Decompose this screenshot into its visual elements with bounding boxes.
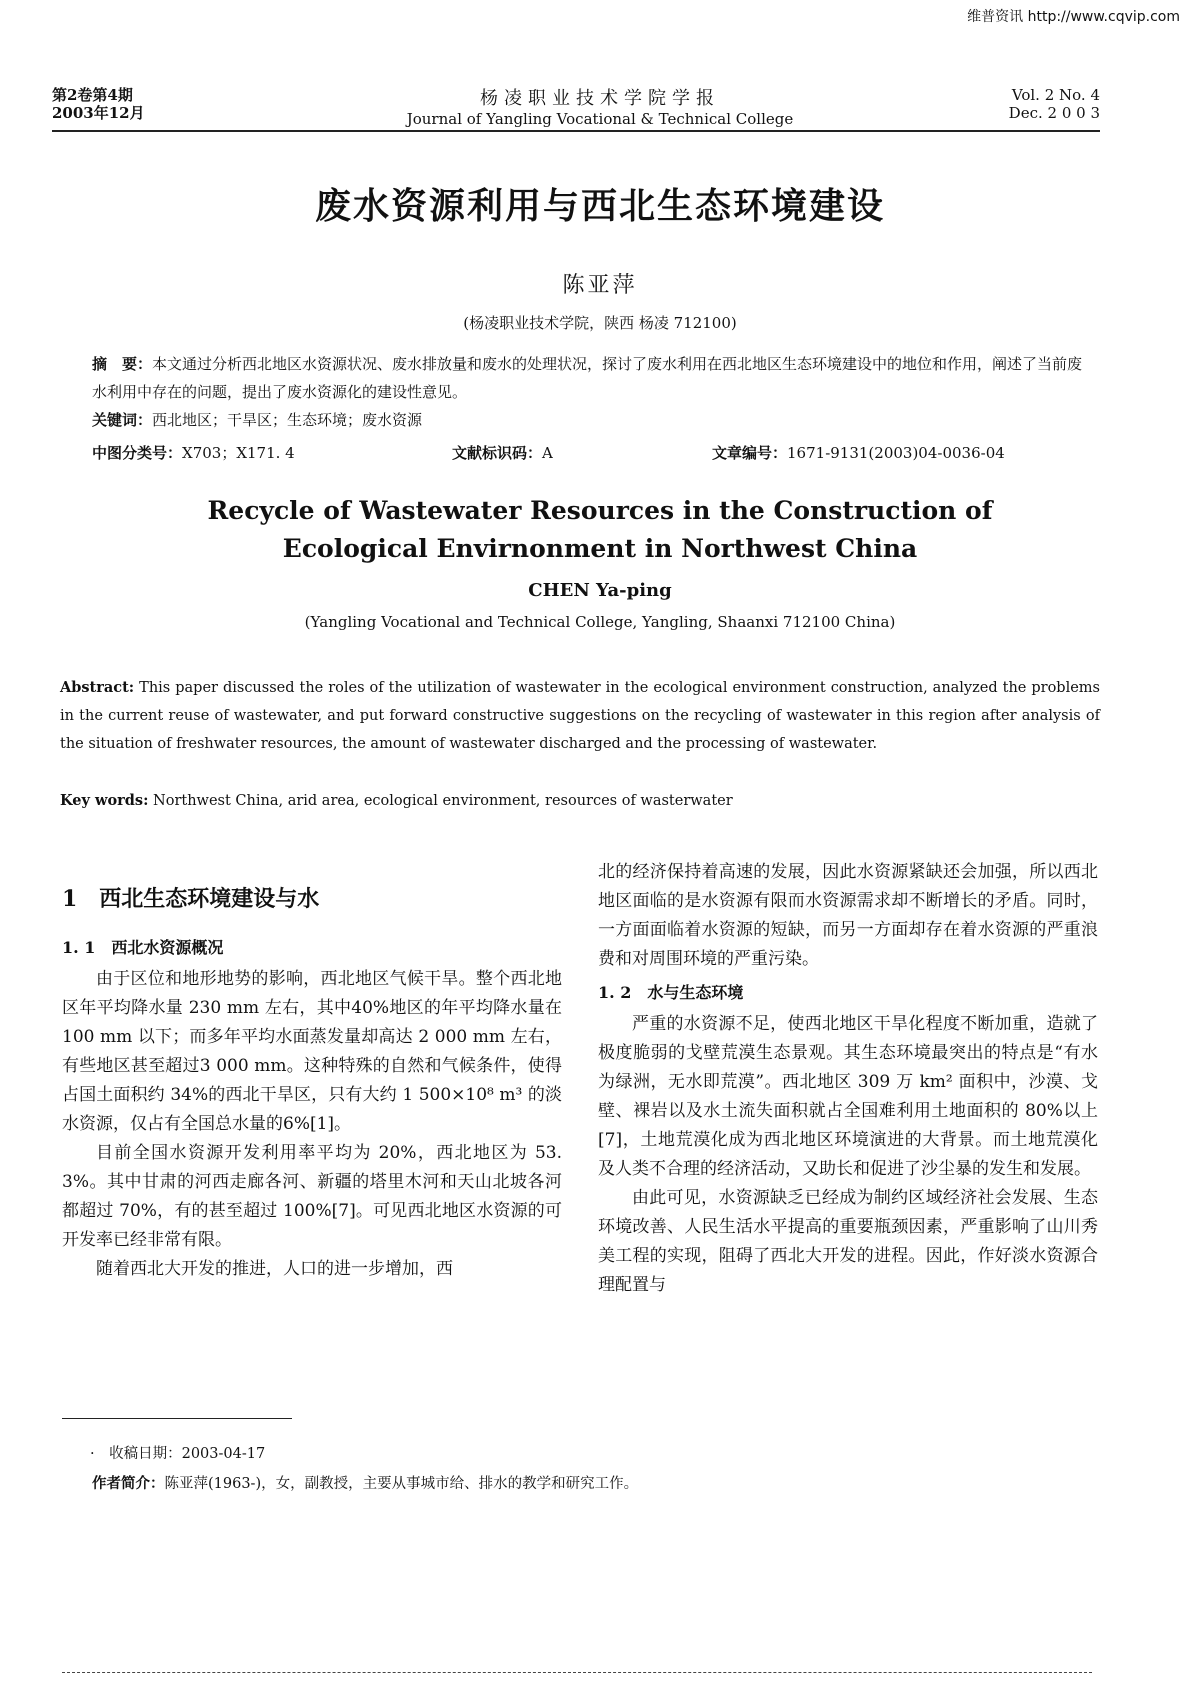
article-number <box>712 442 1005 463</box>
footnote-rule <box>62 1418 292 1419</box>
journal-name-en: Journal of Yangling Vocational & Technical College <box>406 110 794 128</box>
publish-date-en: Dec. 2 0 0 3 <box>1008 104 1100 122</box>
abstract-en <box>60 674 1100 758</box>
author-bio <box>92 1472 638 1493</box>
classification-row <box>92 442 1092 463</box>
watermark: 维普资讯 http://www.cqvip.com <box>967 9 1180 25</box>
keywords-cn-text: 西北地区；干旱区；生态环境；废水资源 <box>152 411 423 429</box>
author-cn: 陈亚萍 <box>562 273 638 298</box>
article-value: 1671-9131(2003)04-0036-04 <box>787 444 1005 462</box>
subsection-heading: 1. 1 西北水资源概况 <box>62 938 224 957</box>
body-column-right <box>598 858 1098 1300</box>
header-rule <box>52 130 1100 132</box>
doc-code <box>452 442 553 463</box>
section-heading: 1 西北生态环境建设与水 <box>62 886 320 912</box>
abstract-en-text: This paper discussed the roles of the utilization of wastewater in the ecological environment construction, analyzed the problems in the current reuse of wastewater, and put forward constructive suggestions on the recycling of wastewater in this region after analysis of the situation of freshwater resources, the amount of wastewater discharged and the processing of wastewater. <box>60 680 1100 752</box>
paper-title-cn: 废水资源利用与西北生态环境建设 <box>314 185 885 227</box>
body-column-left <box>62 862 562 1284</box>
author-en: CHEN Ya-ping <box>528 580 672 601</box>
author-bio-text: 陈亚萍(1963-)，女，副教授，主要从事城市给、排水的教学和研究工作。 <box>164 1476 639 1492</box>
body-paragraph: 严重的水资源不足，使西北地区干旱化程度不断加重，造就了极度脆弱的戈壁荒漠生态景观。其生态环境最突出的特点是“有水为绿洲，无水即荒漠”。西北地区 309 万 km² 面积中，沙漠、戈壁、裸岩以及水土流失面积就占全国难利用土地面积的 80%以上[7]，土地荒漠化成为西北地区环境演进的大背景。而土地荒漠化及人类不合理的经济活动，又助长和促进了沙尘暴的发生和发展。 <box>598 1014 1098 1179</box>
journal-name <box>300 84 900 128</box>
keywords-en <box>60 792 1100 809</box>
body-paragraph: 由于区位和地形地势的影响，西北地区气候干旱。整个西北地区年平均降水量 230 mm 左右，其中40%地区的年平均降水量在 100 mm 以下；而多年平均水面蒸发量却高达 2 000 mm 左右，有些地区甚至超过3 000 mm。这种特殊的自然和气候条件，使得占国土面积约 34%的西北干旱区，只有大约 1 500×10⁸ m³ 的淡水资源，仅占有全国总水量的6%[1]。 <box>62 969 562 1134</box>
body-paragraph: 目前全国水资源开发利用率平均为 20%，西北地区为 53. 3%。其中甘肃的河西走廊各河、新疆的塔里木河和天山北坡各河都超过 70%，有的甚至超过 100%[7]。可见西北地区水资源的可开发率已经非常有限。 <box>62 1143 562 1250</box>
affiliation-en: (Yangling Vocational and Technical College, Yangling, Shaanxi 712100 China) <box>304 613 896 631</box>
paper-title-en-line1: Recycle of Wastewater Resources in the Construction of <box>207 496 993 525</box>
body-paragraph: 北的经济保持着高速的发展，因此水资源紧缺还会加强，所以西北地区面临的是水资源有限而水资源需求却不断增长的矛盾。同时，一方面面临着水资源的短缺，而另一方面却存在着水资源的严重浪费和对周围环境的严重污染。 <box>598 862 1098 969</box>
volume-issue: 第2卷第4期 <box>52 86 133 104</box>
abstract-cn-block <box>92 350 1092 434</box>
issue-info-en <box>1009 86 1100 122</box>
paper-title-en <box>0 492 1200 568</box>
clc-number <box>92 444 295 462</box>
doc-value: A <box>542 444 553 462</box>
publish-date: 2003年12月 <box>52 104 145 122</box>
keywords-en-text: Northwest China, arid area, ecological environment, resources of wasterwater <box>148 793 733 809</box>
bottom-scan-line <box>62 1672 1092 1673</box>
clc-value: X703；X171. 4 <box>182 444 295 462</box>
clc-label: 中图分类号： <box>92 444 183 462</box>
abstract-cn-text: 本文通过分析西北地区水资源状况、废水排放量和废水的处理状况，探讨了废水利用在西北地区生态环境建设中的地位和作用，阐述了当前废水利用中存在的问题，提出了废水资源化的建设性意见。 <box>92 355 1083 401</box>
article-label: 文章编号： <box>712 444 788 462</box>
body-paragraph: 由此可见，水资源缺乏已经成为制约区域经济社会发展、生态环境改善、人民生活水平提高的重要瓶颈因素，严重影响了山川秀美工程的实现，阻碍了西北大开发的进程。因此，作好淡水资源合理配置与 <box>598 1188 1098 1295</box>
author-bio-label: 作者简介： <box>92 1475 165 1492</box>
issue-info <box>52 86 145 122</box>
doc-label: 文献标识码： <box>452 444 543 462</box>
keywords-cn <box>92 406 1092 434</box>
volume-issue-en: Vol. 2 No. 4 <box>1011 86 1100 104</box>
keywords-en-label: Key words: <box>60 792 149 809</box>
received-date: · 收稿日期：2003-04-17 <box>90 1446 266 1462</box>
body-paragraph: 随着西北大开发的推进，人口的进一步增加，西 <box>96 1259 453 1279</box>
journal-name-cn: 杨凌职业技术学院学报 <box>480 88 720 109</box>
keywords-cn-label: 关键词： <box>92 411 153 429</box>
affiliation-cn: (杨凌职业技术学院，陕西 杨凌 712100) <box>463 314 737 332</box>
abstract-en-label: Abstract: <box>60 679 135 696</box>
abstract-cn <box>92 350 1092 406</box>
abstract-cn-label: 摘 要： <box>92 355 153 373</box>
paper-title-en-line2: Ecological Envirnonment in Northwest China <box>282 534 918 563</box>
subsection-heading: 1. 2 水与生态环境 <box>598 983 744 1002</box>
